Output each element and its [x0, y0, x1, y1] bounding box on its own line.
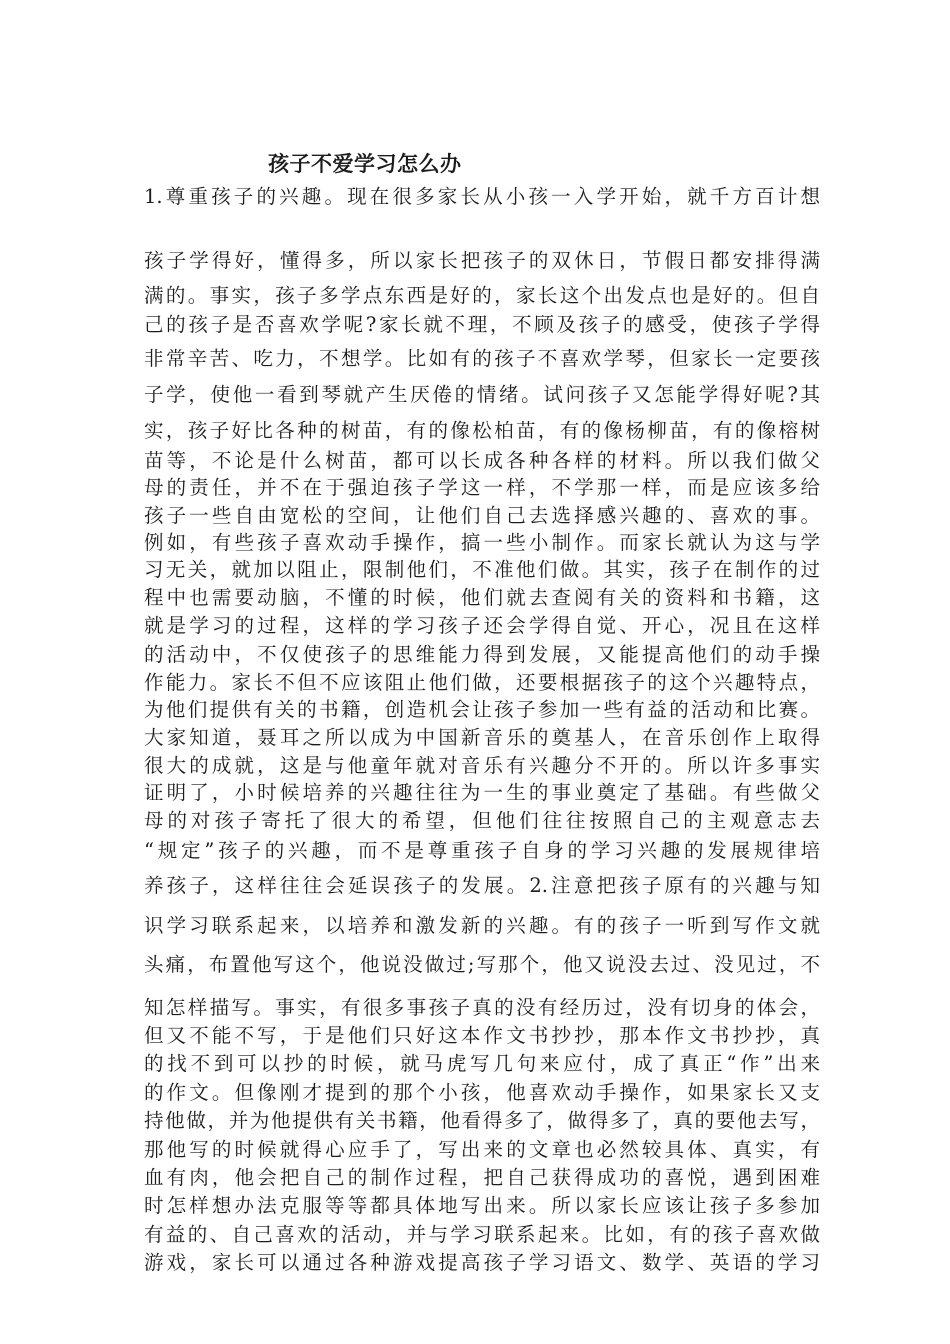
paragraph-line: 己的孩子是否喜欢学呢?家长就不理，不顾及孩子的感受，使孩子学得: [144, 313, 820, 336]
paragraph-line: 程中也需要动脑，不懂的时候，他们就去查阅有关的资料和书籍，这: [144, 586, 820, 609]
paragraph-line: 非常辛苦、吃力，不想学。比如有的孩子不喜欢学琴，但家长一定要孩: [144, 347, 820, 370]
paragraph-line: 就是学习的过程，这样的学习孩子还会学得自觉、开心，况且在这样: [144, 614, 820, 637]
paragraph-line: “规定”孩子的兴趣，而不是尊重孩子自身的学习兴趣的发展规律培: [144, 839, 820, 862]
paragraph-line: 作能力。家长不但不应该阻止他们做，还要根据孩子的这个兴趣特点，: [144, 671, 820, 694]
paragraph-line: 知怎样描写。事实，有很多事孩子真的没有经历过，没有切身的体会，: [144, 996, 820, 1019]
paragraph-line: 1.尊重孩子的兴趣。现在很多家长从小孩一入学开始，就千方百计想: [144, 185, 820, 208]
paragraph-line: 母的责任，并不在于强迫孩子学这一样，不学那一样，而是应该多给: [144, 476, 820, 499]
paragraph-line: 血有肉，他会把自己的制作过程，把自己获得成功的喜悦，遇到困难: [144, 1166, 820, 1189]
paragraph-line: 子学，使他一看到琴就产生厌倦的情绪。试问孩子又怎能学得好呢?其: [144, 383, 820, 406]
paragraph-line: 母的对孩子寄托了很大的希望，但他们往往按照自己的主观意志去: [144, 809, 820, 832]
paragraph-line: 为他们提供有关的书籍，创造机会让孩子参加一些有益的活动和比赛。: [144, 698, 820, 721]
paragraph-line: 识学习联系起来，以培养和激发新的兴趣。有的孩子一听到写作文就: [144, 914, 820, 937]
paragraph-line: 游戏，家长可以通过各种游戏提高孩子学习语文、数学、英语的学习: [144, 1251, 820, 1274]
paragraph-line: 那他写的时候就得心应手了，写出来的文章也必然较具体、真实，有: [144, 1138, 820, 1161]
paragraph-line: 大家知道，聂耳之所以成为中国新音乐的奠基人，在音乐创作上取得: [144, 726, 820, 749]
paragraph-line: 满的。事实，孩子多学点东西是好的，家长这个出发点也是好的。但自: [144, 284, 820, 307]
paragraph-line: 但又不能不写，于是他们只好这本作文书抄抄，那本作文书抄抄，真: [144, 1024, 820, 1047]
paragraph-line: 苗等，不论是什么树苗，都可以长成各种各样的材料。所以我们做父: [144, 449, 820, 472]
paragraph-line: 孩子一些自由宽松的空间，让他们自己去选择感兴趣的、喜欢的事。: [144, 504, 820, 527]
paragraph-line: 证明了，小时候培养的兴趣往往为一生的事业奠定了基础。有些做父: [144, 781, 820, 804]
paragraph-line: 的找不到可以抄的时候，就马虎写几句来应付，成了真正“作”出来: [144, 1052, 820, 1075]
paragraph-line: 时怎样想办法克服等等都具体地写出来。所以家长应该让孩子多参加: [144, 1194, 820, 1217]
paragraph-line: 例如，有些孩子喜欢动手操作，搞一些小制作。而家长就认为这与学: [144, 531, 820, 554]
document-title: 孩子不爱学习怎么办: [268, 151, 462, 176]
paragraph-line: 有益的、自己喜欢的活动，并与学习联系起来。比如，有的孩子喜欢做: [144, 1223, 820, 1246]
paragraph-line: 孩子学得好，懂得多，所以家长把孩子的双休日，节假日都安排得满: [144, 249, 820, 272]
paragraph-line: 的作文。但像刚才提到的那个小孩，他喜欢动手操作，如果家长又支: [144, 1081, 820, 1104]
paragraph-line: 持他做，并为他提供有关书籍，他看得多了，做得多了，真的要他去写，: [144, 1109, 820, 1132]
paragraph-line: 头痛，布置他写这个，他说没做过;写那个，他又说没去过、没见过，不: [144, 953, 820, 976]
paragraph-line: 习无关，就加以阻止，限制他们，不准他们做。其实，孩子在制作的过: [144, 558, 820, 581]
paragraph-line: 养孩子，这样往往会延误孩子的发展。2.注意把孩子原有的兴趣与知: [144, 874, 820, 897]
paragraph-line: 很大的成就，这是与他童年就对音乐有兴趣分不开的。所以许多事实: [144, 754, 820, 777]
paragraph-line: 的活动中，不仅使孩子的思维能力得到发展，又能提高他们的动手操: [144, 643, 820, 666]
paragraph-line: 实，孩子好比各种的树苗，有的像松柏苗，有的像杨柳苗，有的像榕树: [144, 419, 820, 442]
